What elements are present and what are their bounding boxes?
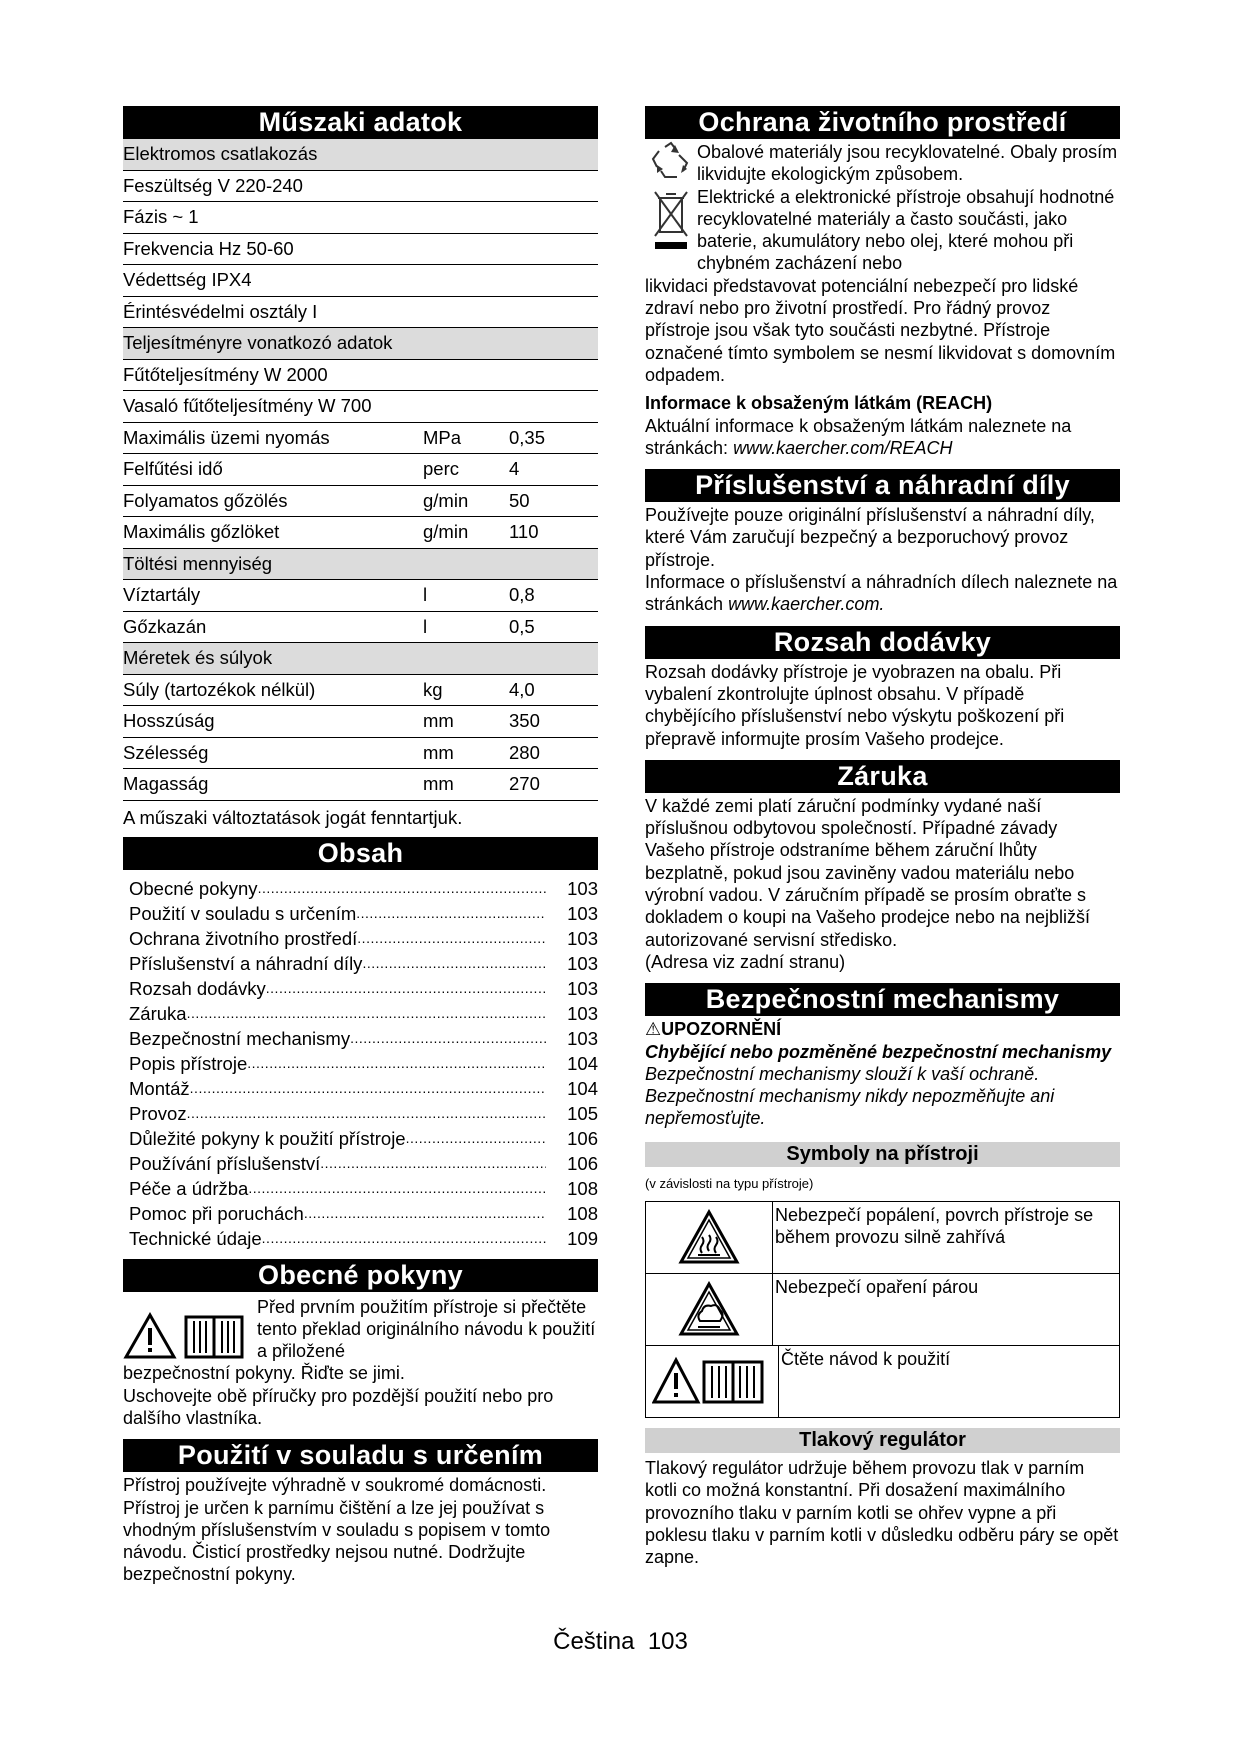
symbols-heading: Symboly na přístroji (645, 1142, 1120, 1167)
spec-value: 0,35 (509, 426, 546, 448)
spec-unit: g/min (423, 521, 469, 542)
safety-subtitle: Chybějící nebo pozměněné bezpečnostní mechanismy (645, 1041, 1112, 1062)
toc-leader-dots (187, 1001, 546, 1026)
spec-label: Magasság (123, 773, 209, 794)
toc-item[interactable] (129, 1226, 598, 1251)
recycle-text: Obalové materiály jsou recyklovatelné. Obaly prosím likvidujte ekologickým způsobem. (697, 142, 1118, 185)
accessories-text: Používejte pouze originální příslušenství a náhradní díly, které Vám zaručují bezpečný a bezporuchový provoz přístroje. (645, 505, 1095, 570)
warning-label: ⚠UPOZORNĚNÍ (645, 1019, 782, 1040)
spec-group-header (123, 328, 598, 360)
spec-group-header (123, 139, 598, 171)
spec-label: Védettség IPX4 (123, 269, 252, 290)
general-text-intro: Před prvním použitím přístroje si přečtěte tento překlad originálního návodu k použití a přiložené (257, 1296, 596, 1362)
toc-leader-dots (247, 1051, 546, 1076)
spec-label: Fűtőteljesítmény W 2000 (123, 363, 328, 385)
toc-list (129, 876, 598, 1251)
toc-leader-dots (406, 1126, 546, 1151)
spec-row (123, 171, 598, 203)
toc-item[interactable] (129, 951, 598, 976)
toc-item-label: Popis přístroje (129, 1052, 248, 1074)
pressure-text: Tlakový regulátor udržuje během provozu tlak v parním kotli co možná konstantní. Při dosažení maximálního provozního tlaku v parním kotli se ohřev vypne a při poklesu tlaku v parním kotli v důsledku odběru páry se opět zapne. (645, 1457, 1119, 1568)
intended-use-heading: Použití v souladu s určením (123, 1439, 598, 1472)
right-column (645, 106, 1120, 1568)
warranty-heading: Záruka (645, 760, 1120, 793)
spec-label: Víztartály (123, 584, 201, 605)
manual-book-icon (183, 1312, 245, 1360)
toc-item-page: 103 (567, 902, 598, 924)
toc-item-page: 108 (567, 1177, 598, 1199)
toc-leader-dots (190, 1076, 546, 1101)
spec-unit: MPa (423, 426, 462, 448)
toc-item-label: Používání příslušenství (129, 1152, 321, 1174)
spec-label: Fázis ~ 1 (123, 206, 199, 227)
toc-item-page: 104 (567, 1077, 598, 1099)
symbol-row (646, 1202, 1119, 1273)
spec-label: Töltési mennyiség (123, 552, 273, 574)
general-icon-block (123, 1296, 598, 1363)
spec-value: 110 (509, 521, 539, 542)
toc-item-page: 103 (567, 1002, 598, 1024)
spec-row (123, 769, 598, 801)
page-footer (0, 1628, 1241, 1656)
toc-item-page: 103 (567, 1027, 598, 1049)
toc-leader-dots (320, 1151, 546, 1176)
spec-value: 4 (509, 458, 520, 479)
spec-row (123, 297, 598, 329)
spec-label: Teljesítményre vonatkozó adatok (123, 332, 393, 353)
spec-label: Folyamatos gőzölés (123, 489, 288, 511)
spec-row (123, 265, 598, 297)
spec-unit: kg (423, 678, 443, 700)
toc-item-page: 109 (567, 1227, 598, 1249)
toc-item-page: 106 (567, 1152, 598, 1174)
tech-data-table (123, 139, 598, 801)
toc-item[interactable] (129, 1051, 598, 1076)
toc-item-label: Příslušenství a náhradní díly (129, 952, 363, 974)
toc-item[interactable] (129, 1026, 598, 1051)
toc-leader-dots (304, 1201, 546, 1226)
toc-item-label: Záruka (129, 1002, 187, 1024)
spec-label: Frekvencia Hz 50-60 (123, 237, 294, 259)
toc-item-label: Rozsah dodávky (129, 977, 266, 999)
tech-note: A műszaki változtatások jogát fenntartjuk. (123, 806, 463, 828)
spec-label: Hosszúság (123, 710, 215, 731)
accessories-heading: Příslušenství a náhradní díly (645, 469, 1120, 502)
spec-value: 0,5 (509, 615, 535, 637)
spec-row (123, 675, 598, 707)
spec-label: Maximális üzemi nyomás (123, 426, 330, 448)
tech-data-heading: Műszaki adatok (123, 106, 598, 139)
spec-unit: perc (423, 458, 459, 479)
toc-item-page: 106 (567, 1127, 598, 1149)
toc-leader-dots (258, 876, 546, 901)
accessories-text2: Informace o příslušenství a náhradních dílech naleznete na stránkách www.kaercher.com. (645, 572, 1118, 615)
safety-heading: Bezpečnostní mechanismy (645, 983, 1120, 1016)
left-column (123, 106, 598, 1586)
toc-leader-dots (362, 951, 546, 976)
spec-row (123, 423, 598, 455)
toc-item-page: 104 (567, 1052, 598, 1074)
spec-row (123, 391, 598, 423)
spec-label: Szélesség (123, 741, 209, 763)
toc-heading: Obsah (123, 837, 598, 870)
spec-value: 280 (509, 741, 540, 763)
toc-item-page: 105 (567, 1102, 598, 1124)
spec-unit: mm (423, 741, 454, 763)
toc-item-label: Ochrana životního prostředí (129, 927, 358, 949)
weee-block (645, 186, 1120, 275)
spec-row (123, 517, 598, 549)
spec-row (123, 360, 598, 392)
accessories-link[interactable]: www.kaercher.com. (728, 594, 885, 615)
warning-triangle-icon (123, 1312, 177, 1360)
symbol-row (646, 1345, 1119, 1417)
toc-leader-dots (248, 1176, 546, 1201)
general-text-safety: bezpečnostní pokyny. Řiďte se jimi. (123, 1363, 405, 1384)
spec-unit: mm (423, 773, 454, 794)
toc-item[interactable] (129, 901, 598, 926)
symbols-note: (v závislosti na typu přístroje) (645, 1175, 814, 1191)
toc-leader-dots (356, 901, 546, 926)
toc-item-label: Provoz (129, 1102, 187, 1124)
toc-item[interactable] (129, 1176, 598, 1201)
steam-warning-icon (678, 1281, 740, 1337)
spec-unit: mm (423, 710, 454, 731)
recycle-icon (649, 141, 693, 183)
footer-language: Čeština (553, 1628, 635, 1655)
spec-label: Súly (tartozékok nélkül) (123, 678, 316, 700)
general-text-keep: Uschovejte obě příručky pro pozdější použití nebo pro dalšího vlastníka. (123, 1385, 554, 1428)
symbol-row (646, 1273, 1119, 1345)
general-heading: Obecné pokyny (123, 1259, 598, 1292)
spec-label: Vasaló fűtőteljesítmény W 700 (123, 395, 372, 416)
spec-value: 50 (509, 489, 530, 511)
toc-item[interactable] (129, 1001, 598, 1026)
toc-item-page: 103 (567, 952, 598, 974)
toc-item-page: 103 (567, 977, 598, 999)
spec-label: Felfűtési idő (123, 458, 223, 479)
warranty-text: V každé zemi platí záruční podmínky vydané naší příslušnou odbytovou společností. Případné závady Vašeho přístroje odstraníme během záruční lhůty bezplatně, pokud jsou zaviněny vadou materiálu nebo výrobní vadou. V záručním případě se prosím obraťte s dokladem o koupi na Vašeho prodejce nebo na nejbližší autorizované servisní středisko. (645, 795, 1090, 950)
toc-item[interactable] (129, 1101, 598, 1126)
spec-row (123, 454, 598, 486)
spec-value: 270 (509, 773, 540, 794)
intended-use-text: Přístroj používejte výhradně v soukromé domácnosti. Přístroj je určen k parnímu čištění a lze jej používat s vhodným příslušenstvím v souladu s popisem v tomto návodu. Čisticí prostředky nejsou nutné. Dodržujte bezpečnostní pokyny. (123, 1475, 551, 1585)
spec-row (123, 706, 598, 738)
env-heading: Ochrana životního prostředí (645, 106, 1120, 139)
spec-label: Elektromos csatlakozás (123, 143, 318, 164)
scope-heading: Rozsah dodávky (645, 626, 1120, 659)
spec-row (123, 486, 598, 518)
pressure-heading: Tlakový regulátor (645, 1428, 1120, 1453)
spec-row (123, 612, 598, 644)
safety-text: Bezpečnostní mechanismy slouží k vaší ochraně. Bezpečnostní mechanismy nikdy nepozměňujte ani nepřemosťujte. (645, 1063, 1055, 1129)
toc-leader-dots (357, 926, 546, 951)
symbol-text: Čtěte návod k použití (781, 1348, 951, 1369)
toc-item-page: 103 (567, 877, 598, 899)
toc-item-label: Péče a údržba (129, 1177, 249, 1199)
read-manual-icon (652, 1356, 766, 1406)
spec-label: Érintésvédelmi osztály I (123, 300, 318, 322)
toc-leader-dots (350, 1026, 546, 1051)
spec-label: Maximális gőzlöket (123, 521, 280, 542)
spec-unit: g/min (423, 489, 469, 511)
warning-symbol-icon: ⚠ (645, 1019, 662, 1040)
toc-item-label: Montáž (129, 1077, 190, 1099)
toc-item-label: Použití v souladu s určením (129, 902, 357, 924)
spec-row (123, 738, 598, 770)
toc-item-label: Důležité pokyny k použití přístroje (129, 1127, 406, 1149)
hot-surface-warning-icon (678, 1209, 740, 1265)
weee-text: Elektrické a elektronické přístroje obsahují hodnotné recyklovatelné materiály a často součásti, jako baterie, akumulátory nebo olej, které mohou při chybném zacházení nebo (697, 186, 1115, 274)
toc-item-label: Bezpečnostní mechanismy (129, 1027, 351, 1049)
spec-label: Méretek és súlyok (123, 647, 273, 668)
toc-item-page: 103 (567, 927, 598, 949)
scope-text: Rozsah dodávky přístroje je vyobrazen na obalu. Při vybalení zkontrolujte úplnost obsahu. V případě chybějícího příslušenství nebo výskytu poškození při přepravě informujte prosím Vašeho prodejce. (645, 661, 1065, 749)
spec-unit: l (423, 584, 428, 605)
footer-page-number: 103 (647, 1628, 688, 1655)
toc-item[interactable] (129, 1076, 598, 1101)
recycle-block (645, 141, 1120, 186)
reach-link[interactable]: www.kaercher.com/REACH (733, 437, 953, 458)
spec-group-header (123, 643, 598, 675)
warranty-address: (Adresa viz zadní stranu) (645, 951, 846, 972)
toc-item-label: Pomoc při poruchách (129, 1202, 304, 1224)
toc-item[interactable] (129, 876, 598, 901)
spec-group-header (123, 549, 598, 581)
spec-label: Gőzkazán (123, 615, 207, 637)
spec-value: 350 (509, 710, 540, 731)
spec-value: 4,0 (509, 678, 535, 700)
symbol-text: Nebezpečí popálení, povrch přístroje se během provozu silně zahřívá (775, 1204, 1094, 1247)
spec-row (123, 580, 598, 612)
toc-item[interactable] (129, 1126, 598, 1151)
toc-item-label: Technické údaje (129, 1227, 262, 1249)
toc-item[interactable] (129, 926, 598, 951)
spec-value: 0,8 (509, 584, 535, 605)
toc-item[interactable] (129, 976, 598, 1001)
weee-text-cont: likvidaci představovat potenciální nebezpečí pro lidské zdraví nebo pro životní prostředí. Pro řádný provoz přístroje jsou však tyto součásti nezbytné. Přístroje označené tímto symbolem se nesmí likvidovat s domovním odpadem. (645, 275, 1116, 385)
crossed-bin-icon (651, 186, 691, 252)
toc-item[interactable] (129, 1201, 598, 1226)
toc-leader-dots (262, 1226, 546, 1251)
spec-row (123, 234, 598, 266)
spec-row (123, 202, 598, 234)
reach-title: Informace k obsaženým látkám (REACH) (645, 393, 993, 414)
spec-label: Feszültség V 220-240 (123, 174, 303, 196)
toc-leader-dots (187, 1101, 546, 1126)
toc-leader-dots (266, 976, 546, 1001)
symbols-table (645, 1201, 1120, 1418)
toc-item[interactable] (129, 1151, 598, 1176)
reach-text: Aktuální informace k obsaženým látkám naleznete na stránkách: www.kaercher.com/REACH (645, 415, 1072, 458)
symbol-text: Nebezpečí opaření párou (775, 1276, 979, 1297)
toc-item-label: Obecné pokyny (129, 877, 258, 899)
spec-unit: l (423, 615, 428, 637)
toc-item-page: 108 (567, 1202, 598, 1224)
